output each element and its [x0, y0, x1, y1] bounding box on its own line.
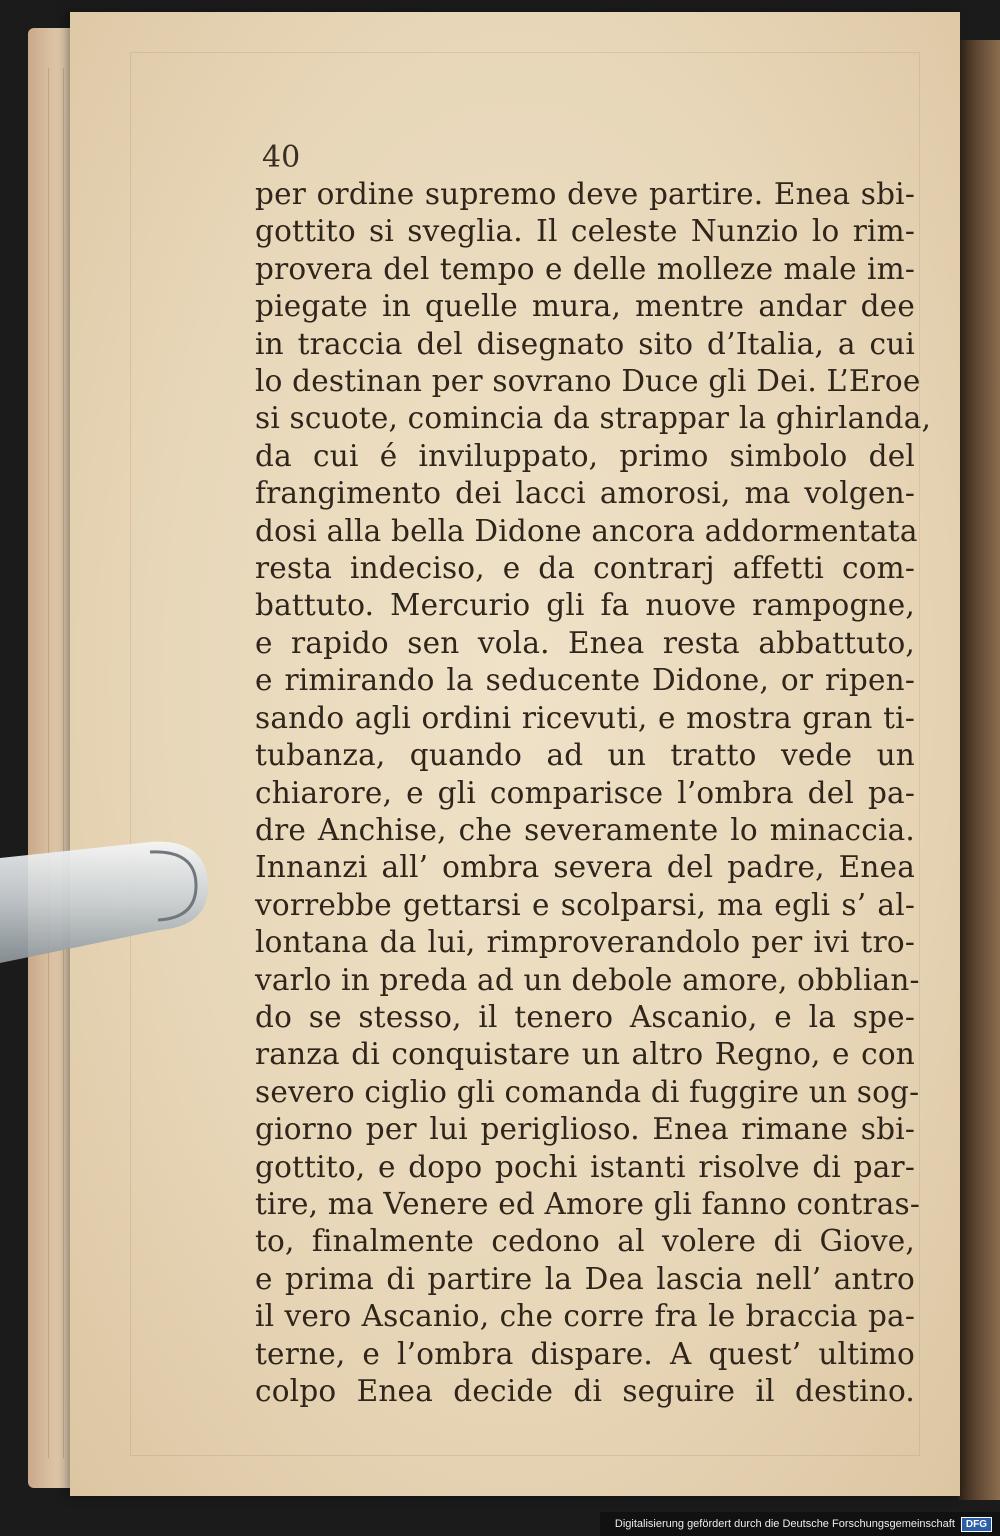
text-line: tubanza, quando ad un tratto vede un [255, 738, 915, 773]
text-line: sando agli ordini ricevuti, e mostra gran ti- [255, 700, 915, 735]
digitization-footer [600, 1512, 1000, 1536]
text-line: in traccia del disegnato sito d’Italia, a cui [255, 326, 915, 361]
text-line: tire, ma Venere ed Amore gli fanno contras- [255, 1186, 920, 1221]
page-number: 40 [262, 140, 301, 175]
text-line: lontana da lui, rimproverandolo per ivi tro- [255, 925, 915, 960]
text-line: severo ciglio gli comanda di fuggire un sog- [255, 1074, 920, 1109]
text-line: chiarore, e gli comparisce l’ombra del pa- [255, 775, 915, 810]
text-line: provera del tempo e delle molleze male im- [255, 251, 915, 286]
text-line: lo destinan per sovrano Duce gli Dei. L’Eroe [255, 364, 921, 399]
text-line: il vero Ascanio, che corre fra le braccia pa- [255, 1299, 915, 1334]
text-line: vorrebbe gettarsi e scolparsi, ma egli s’ al- [255, 887, 915, 922]
page-text [255, 176, 932, 1410]
text-line: per ordine supremo deve partire. Enea sbi- [255, 177, 915, 211]
dfg-logo: DFG [961, 1517, 992, 1532]
book-clip-icon [0, 838, 210, 968]
text-line: varlo in preda ad un debole amore, obblian- [255, 962, 920, 997]
footer-text: Digitalisierung gefördert durch die Deutsche Forschungsgemeinschaft [614, 1518, 955, 1530]
text-line: battuto. Mercurio gli fa nuove rampogne, [255, 588, 915, 623]
book-gutter [958, 40, 1000, 1500]
text-line: Innanzi all’ ombra severa del padre, Enea [255, 850, 915, 885]
text-line: dre Anchise, che severamente lo minaccia. [255, 812, 915, 847]
text-line: e prima di partire la Dea lascia nell’ antro [255, 1261, 915, 1296]
text-line: do se stesso, il tenero Ascanio, e la spe- [255, 999, 915, 1034]
text-line: da cui é inviluppato, primo simbolo del [255, 438, 915, 473]
text-line: piegate in quelle mura, mentre andar dee [255, 289, 915, 324]
text-line: gottito si sveglia. Il celeste Nunzio lo rim- [255, 214, 915, 249]
text-line: ranza di conquistare un altro Regno, e con [255, 1037, 915, 1072]
text-line: si scuote, comincia da strappar la ghirlanda, [255, 401, 932, 436]
text-line: gottito, e dopo pochi istanti risolve di par- [255, 1149, 915, 1184]
text-line: dosi alla bella Didone ancora addormentata [255, 513, 918, 548]
text-line: terne, e l’ombra dispare. A quest’ ultimo [255, 1336, 915, 1371]
text-line: to, finalmente cedono al volere di Giove, [255, 1224, 915, 1259]
text-line: frangimento dei lacci amorosi, ma volgen- [255, 476, 915, 511]
text-line: colpo Enea decide di seguire il destino. [255, 1374, 915, 1408]
text-line: giorno per lui periglioso. Enea rimane sbi- [255, 1112, 915, 1147]
text-line: e rimirando la seducente Didone, or ripen- [255, 663, 915, 698]
text-line: e rapido sen vola. Enea resta abbattuto, [255, 625, 915, 660]
text-line: resta indeciso, e da contrarj affetti com- [255, 551, 915, 586]
